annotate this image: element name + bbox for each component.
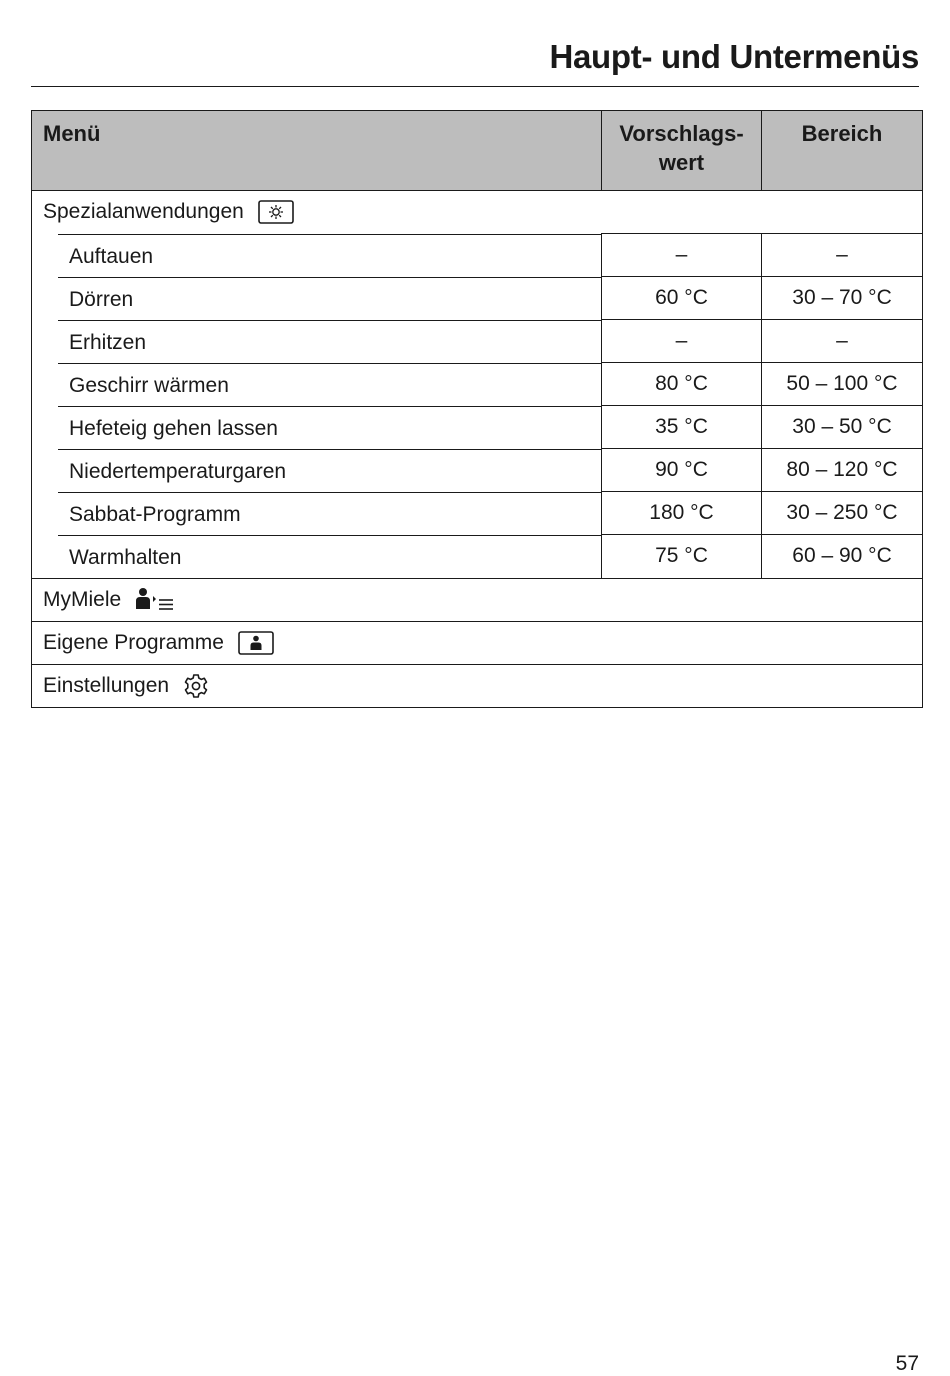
- menu-label-settings: Einstellungen: [43, 673, 170, 697]
- column-header-default-line1: Vorschlags-: [619, 121, 744, 146]
- range-value: 80 – 120 °C: [762, 449, 923, 492]
- submenu-label: Dörren: [58, 277, 601, 320]
- menu-label-own-programs: Eigene Programme: [43, 630, 224, 654]
- menu-cell-mymiele: [32, 578, 923, 621]
- submenu-label: Auftauen: [58, 234, 601, 277]
- menu-row-own-programs: [32, 621, 923, 664]
- default-value: –: [602, 320, 762, 363]
- range-value: –: [762, 320, 923, 363]
- submenu-label: Niedertemperaturgaren: [58, 449, 601, 492]
- table-row: [32, 449, 923, 492]
- mymiele-icon: [135, 587, 175, 613]
- column-header-default: [602, 111, 762, 191]
- submenu-label: Hefeteig gehen lassen: [58, 406, 601, 449]
- submenu-label: Sabbat-Programm: [58, 492, 601, 535]
- column-header-default-line2: wert: [658, 150, 705, 175]
- menu-row-settings: [32, 664, 923, 707]
- menu-label-special: Spezialanwendungen: [43, 200, 244, 224]
- gear-icon: [183, 673, 209, 699]
- default-value: 60 °C: [602, 277, 762, 320]
- range-value: 30 – 50 °C: [762, 406, 923, 449]
- range-value: 60 – 90 °C: [762, 535, 923, 579]
- table-row: [32, 535, 923, 579]
- table-row: [32, 277, 923, 320]
- menu-row-mymiele: [32, 578, 923, 621]
- default-value: 80 °C: [602, 363, 762, 406]
- user-programs-icon: [238, 631, 274, 655]
- default-value: 75 °C: [602, 535, 762, 579]
- menu-table: [31, 110, 923, 708]
- table-row: [32, 320, 923, 363]
- special-applications-icon: [258, 200, 294, 224]
- menu-cell-settings: [32, 664, 923, 707]
- range-value: 30 – 250 °C: [762, 492, 923, 535]
- submenu-label: Geschirr wärmen: [58, 363, 601, 406]
- menu-label-mymiele: MyMiele: [43, 587, 122, 611]
- range-value: 30 – 70 °C: [762, 277, 923, 320]
- table-row: [32, 234, 923, 277]
- default-value: 180 °C: [602, 492, 762, 535]
- submenu-label: Warmhalten: [58, 535, 601, 578]
- range-value: –: [762, 234, 923, 277]
- submenu-label: Erhitzen: [58, 320, 601, 363]
- table-row: [32, 406, 923, 449]
- default-value: 90 °C: [602, 449, 762, 492]
- menu-cell-own-programs: [32, 621, 923, 664]
- page-title: Haupt- und Untermenüs: [549, 38, 919, 75]
- column-header-menu: Menü: [32, 111, 602, 191]
- page-header: [31, 38, 919, 87]
- default-value: 35 °C: [602, 406, 762, 449]
- table-row: [32, 492, 923, 535]
- table-row: [32, 363, 923, 406]
- column-header-range: Bereich: [762, 111, 923, 191]
- default-value: –: [602, 234, 762, 277]
- table-header-row: [32, 111, 923, 191]
- menu-row-special: [32, 191, 923, 234]
- page-number: 57: [895, 1352, 919, 1375]
- range-value: 50 – 100 °C: [762, 363, 923, 406]
- menu-cell-special: [32, 191, 923, 234]
